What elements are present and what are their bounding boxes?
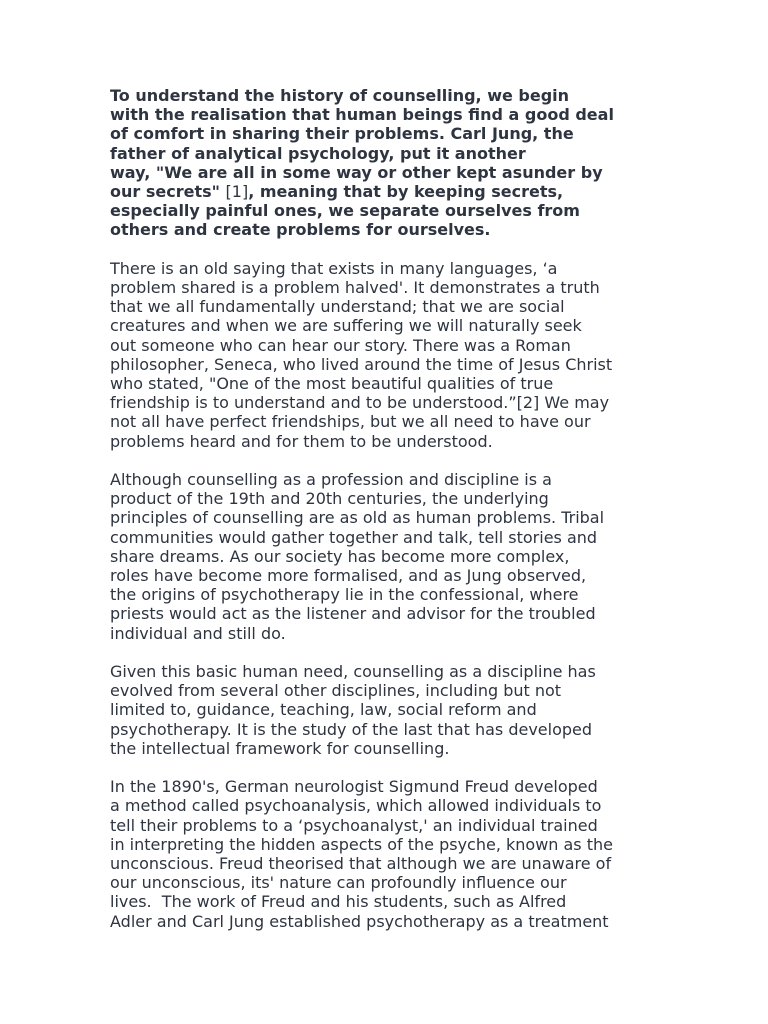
bold-text: others and create problems for ourselves. <box>110 220 491 240</box>
body-paragraph <box>110 470 670 643</box>
footnote-ref: [1] <box>225 182 249 202</box>
paragraph-line: the origins of psychotherapy lie in the confessional, where <box>110 585 579 605</box>
paragraph-line: Adler and Carl Jung established psychotherapy as a treatment <box>110 911 609 931</box>
intro-line <box>110 182 670 201</box>
paragraph-line: evolved from several other disciplines, including but not <box>110 681 562 701</box>
paragraph-line: our unconscious, its' nature can profoundly influence our <box>110 873 567 893</box>
paragraph-line: There is an old saying that exists in many languages, ‘a <box>110 258 558 278</box>
paragraph-line: priests would act as the listener and advisor for the troubled <box>110 604 596 624</box>
intro-line <box>110 201 670 220</box>
paragraph-line: creatures and when we are suffering we will naturally seek <box>110 316 582 336</box>
bold-text: our secrets" <box>110 182 226 202</box>
intro-line <box>110 144 670 163</box>
bold-text: father of analytical psychology, put it another <box>110 143 526 163</box>
paragraph-line: individual and still do. <box>110 623 286 643</box>
intro-paragraph <box>110 86 670 240</box>
paragraph-line: unconscious. Freud theorised that although we are unaware of <box>110 854 612 874</box>
intro-line <box>110 163 670 182</box>
paragraph-line: roles have become more formalised, and as Jung observed, <box>110 566 587 586</box>
bold-text: with the realisation that human beings find a good deal <box>110 105 614 125</box>
paragraph-line: In the 1890's, German neurologist Sigmund Freud developed <box>110 777 598 797</box>
intro-line <box>110 86 670 105</box>
paragraph-line: tell their problems to a ‘psychoanalyst,' an individual trained <box>110 815 598 835</box>
paragraph-line: principles of counselling are as old as human problems. Tribal <box>110 508 605 528</box>
paragraph-line: out someone who can hear our story. There was a Roman <box>110 335 571 355</box>
paragraph-line: communities would gather together and talk, tell stories and <box>110 527 598 547</box>
bold-text: To understand the history of counselling, we begin <box>110 86 570 105</box>
paragraph-line: the intellectual framework for counselling. <box>110 738 450 758</box>
intro-line <box>110 124 670 143</box>
bold-text: , meaning that by keeping secrets, <box>248 182 564 202</box>
document-body <box>110 86 670 950</box>
paragraph-line: Given this basic human need, counselling as a discipline has <box>110 662 596 682</box>
bold-text: "We are all in some way or other kept asunder by <box>155 162 603 182</box>
paragraph-line: problems heard and for them to be understood. <box>110 431 493 451</box>
paragraph-line: who stated, "One of the most beautiful qualities of true <box>110 374 554 394</box>
body-paragraphs <box>110 259 670 931</box>
body-paragraph <box>110 777 670 931</box>
paragraph-line: limited to, guidance, teaching, law, social reform and <box>110 700 537 720</box>
bold-text: way, <box>110 162 156 182</box>
paragraph-line: that we all fundamentally understand; that we are social <box>110 297 565 317</box>
paragraph-line: not all have perfect friendships, but we all need to have our <box>110 412 591 432</box>
paragraph-line: share dreams. As our society has become more complex, <box>110 546 570 566</box>
paragraph-line: problem shared is a problem halved'. It demonstrates a truth <box>110 278 600 298</box>
bold-text: of comfort in sharing their problems. Carl Jung, the <box>110 124 574 144</box>
paragraph-line: product of the 19th and 20th centuries, the underlying <box>110 489 549 509</box>
intro-line <box>110 220 670 239</box>
paragraph-line: lives. The work of Freud and his students, such as Alfred <box>110 892 567 912</box>
body-paragraph <box>110 259 670 451</box>
body-paragraph <box>110 662 670 758</box>
paragraph-line: Although counselling as a profession and discipline is a <box>110 470 552 490</box>
paragraph-line: psychotherapy. It is the study of the last that has developed <box>110 719 593 739</box>
intro-line <box>110 105 670 124</box>
paragraph-line: in interpreting the hidden aspects of the psyche, known as the <box>110 834 613 854</box>
paragraph-line: a method called psychoanalysis, which allowed individuals to <box>110 796 602 816</box>
paragraph-line: friendship is to understand and to be understood.”[2] We may <box>110 393 610 413</box>
bold-text: especially painful ones, we separate ourselves from <box>110 201 580 221</box>
paragraph-line: philosopher, Seneca, who lived around the time of Jesus Christ <box>110 354 613 374</box>
